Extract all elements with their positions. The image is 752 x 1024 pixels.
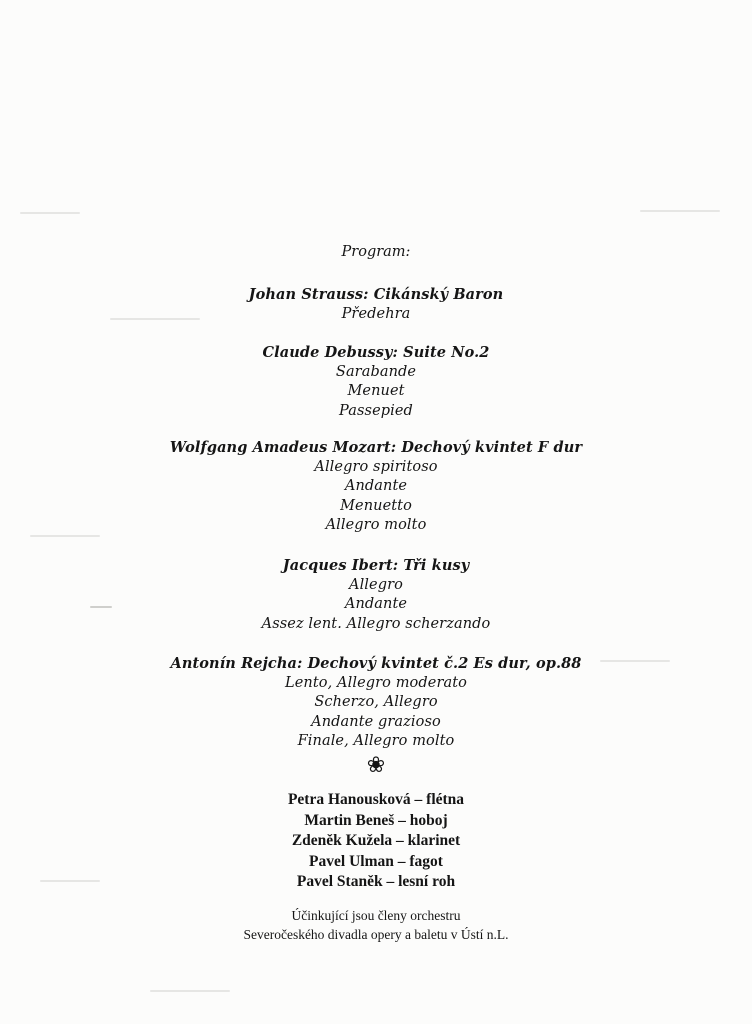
performers-list [0,790,752,893]
paper-crease [150,990,230,992]
paper-crease [640,210,720,212]
performer: Petra Hanousková – flétna [287,791,465,808]
paper-crease [20,212,80,214]
movement: Allegro [349,576,403,593]
work-ibert [0,556,752,634]
work-mozart [0,438,752,536]
work-debussy [0,343,752,421]
movement: Allegro spiritoso [314,458,438,475]
performer: Martin Beneš – hoboj [304,811,448,829]
footnote-line: Severočeského divadla opery a baletu v Ústí n.L. [243,926,509,942]
movement: Scherzo, Allegro [314,694,438,710]
performer: Pavel Staněk – lesní roh [296,873,456,890]
work-title: Jacques Ibert: Tři kusy [282,557,470,574]
footnote-line: Účinkující jsou členy orchestru [291,908,461,923]
work-title: Antonín Rejcha: Dechový kvintet č.2 Es dur, op.88 [170,655,582,672]
movement: Předehra [341,305,411,322]
movement: Allegro molto [325,517,427,533]
movement: Andante grazioso [311,713,441,730]
performer: Zdeněk Kužela – klarinet [291,832,461,849]
movement: Assez lent. Allegro scherzando [261,615,491,632]
work-title: Wolfgang Amadeus Mozart: Dechový kvintet F dur [169,439,583,456]
movement: Andante [344,478,408,494]
movement: Menuet [347,383,405,399]
footnote [0,907,752,944]
program-heading: Program: [341,244,411,260]
work-title: Johan Strauss: Cikánský Baron [248,286,504,303]
flower-ornament-icon: ❀ [366,753,386,778]
movement: Lento, Allegro moderato [285,674,467,691]
work-rejcha [0,654,752,752]
movement: Finale, Allegro molto [297,733,455,749]
movement: Andante [344,596,408,612]
movement: Passepied [339,402,413,419]
work-strauss [0,285,752,324]
movement: Menuetto [340,497,412,514]
movement: Sarabande [335,363,417,380]
performer: Pavel Ulman – fagot [309,852,443,870]
work-title: Claude Debussy: Suite No.2 [262,344,490,361]
